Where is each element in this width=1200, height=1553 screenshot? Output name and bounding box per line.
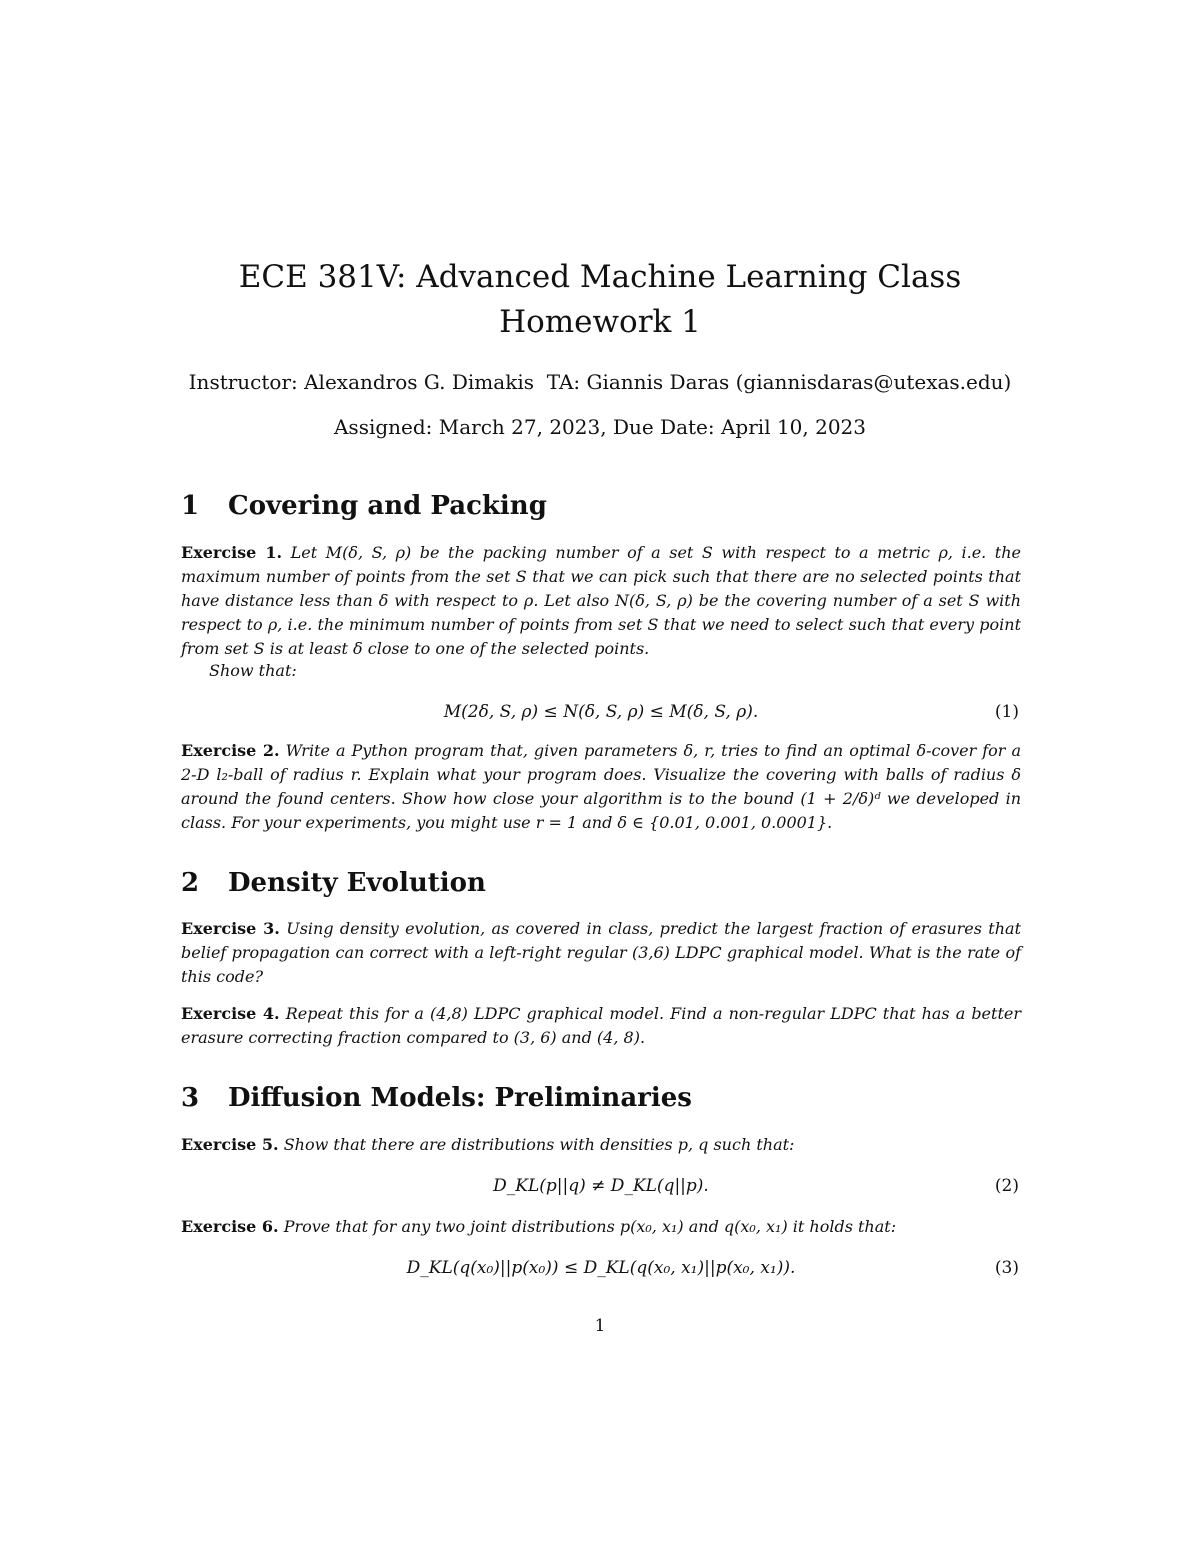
exercise-paragraph: [181, 1133, 1021, 1157]
equation: [181, 698, 1021, 726]
course-staff: Instructor: Alexandros G. Dimakis TA: Giannis Daras (giannisdaras@utexas.edu): [188, 370, 1012, 394]
exercise-paragraph: [181, 917, 1021, 989]
section-title: Covering and Packing: [228, 491, 547, 521]
section-number: 3: [181, 1083, 200, 1113]
exercise-text: Show that there are distributions with densities p, q such that:: [283, 1135, 795, 1154]
page-number: 1: [594, 1316, 606, 1336]
equation-number: (2): [994, 1176, 1019, 1196]
exercise-text: Let M(δ, S, ρ) be the packing number of a set S with respect to a metric ρ, i.e. the maximum number of points from the set S that we can pick such that there are no selected points that have distance less than δ with respect to ρ. Let also N(δ, S, ρ) be the covering number of a set S with respect to ρ, i.e. the minimum number of points from set S that we need to select such that every point from set S is at least δ close to one of the selected points.: [181, 543, 1021, 658]
exercise-text: Prove that for any two joint distributions p(x₀, x₁) and q(x₀, x₁) it holds that:: [283, 1217, 897, 1236]
document-subtitle: Homework 1: [499, 304, 701, 340]
equation-expression: D_KL(q(x₀)||p(x₀)) ≤ D_KL(q(x₀, x₁)||p(x₀, x₁)).: [406, 1258, 796, 1278]
section-heading: [181, 1081, 692, 1115]
equation-expression: D_KL(p||q) ≠ D_KL(q||p).: [493, 1176, 709, 1196]
assignment-dates: Assigned: March 27, 2023, Due Date: April 10, 2023: [333, 415, 867, 439]
exercise-text: Using density evolution, as covered in class, predict the largest fraction of erasures that belief propagation can correct with a left-right regular (3,6) LDPC graphical model. What is the rate of this code?: [181, 919, 1021, 986]
equation: [181, 1172, 1021, 1200]
section-heading: [181, 866, 486, 900]
exercise-paragraph: [181, 739, 1021, 835]
section-title: Density Evolution: [228, 868, 486, 898]
exercise-paragraph: [181, 1215, 1021, 1239]
exercise-label: Exercise 6.: [181, 1217, 279, 1236]
equation-expression: M(2δ, S, ρ) ≤ N(δ, S, ρ) ≤ M(δ, S, ρ).: [443, 702, 759, 722]
exercise-text: Write a Python program that, given parameters δ, r, tries to find an optimal δ-cover for a 2-D l₂-ball of radius r. Explain what your program does. Visualize the covering with balls of radius δ around the found centers. Show how close your algorithm is to the bound (1 + 2/δ)ᵈ we developed in class. For your experiments, you might use r = 1 and δ ∈ {0.01, 0.001, 0.0001}.: [181, 741, 1021, 832]
section-heading: [181, 489, 547, 523]
equation-number: (1): [994, 702, 1019, 722]
exercise-paragraph: [181, 541, 1021, 661]
exercise-paragraph: [181, 1002, 1021, 1050]
exercise-label: Exercise 1.: [181, 543, 283, 562]
exercise-label: Exercise 3.: [181, 919, 280, 938]
exercise-followup: Show that:: [209, 661, 297, 680]
section-number: 2: [181, 868, 200, 898]
document-title: ECE 381V: Advanced Machine Learning Class: [238, 259, 962, 295]
exercise-label: Exercise 4.: [181, 1004, 280, 1023]
exercise-text: Repeat this for a (4,8) LDPC graphical model. Find a non-regular LDPC that has a better erasure correcting fraction compared to (3, 6) and (4, 8).: [181, 1004, 1022, 1047]
equation: [181, 1254, 1021, 1282]
equation-number: (3): [994, 1258, 1019, 1278]
exercise-label: Exercise 2.: [181, 741, 280, 760]
exercise-label: Exercise 5.: [181, 1135, 279, 1154]
section-title: Diffusion Models: Preliminaries: [228, 1083, 692, 1113]
section-number: 1: [181, 491, 200, 521]
